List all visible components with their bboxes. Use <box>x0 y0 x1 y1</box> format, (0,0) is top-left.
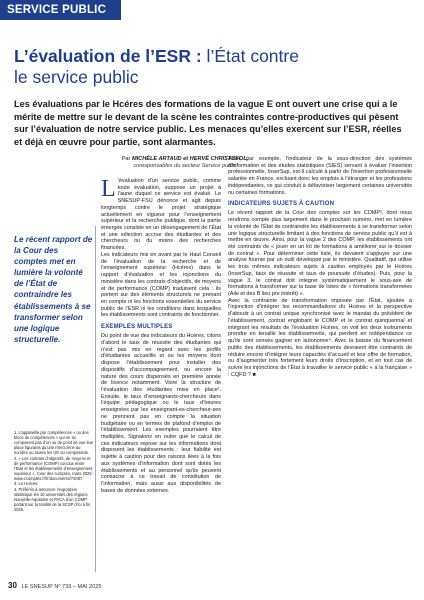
paragraph-text: ’évaluation d’un service public, comme toute évaluation, suppose un projet à l’aune duquel ce service est évalué. Le SNESUP-FSU dénonce et agit depuis longtemps contre le projet stratégique actuellement en vigueur pour l’enseignement supérieur et la recherche publique, dont la partie émergée consiste en un désengagement de l’État et une sélection accrue des étudiantes et des chercheurs ou du moins des recherches financées. <box>101 178 221 252</box>
paragraph: Ainsi, par exemple, l’indicateur de la sous-direction des systèmes d’information et des études statistiques (SIES) servant à évaluer l’insertion professionnelle, InserSup, est-il calculé à partir de l’insertion professionnelle salariée en France, excluant donc les emplois à l’étranger et les professions indépendantes, ce qui conduit à défavoriser largement certaines universités ou certaines formations. <box>228 156 412 196</box>
footer-publication: LE SNESUP Nº 733 – MAI 2025 <box>21 584 102 590</box>
byline-prefix: Par <box>121 156 131 162</box>
paragraph: Du point de vue des indicateurs du Hcéres, citons d’abord le taux de réussite des étudiantes qui n’est pas mis en regard avec les profils d’étudiantes accueillis et ou les moyens dont dispose l’établissement pour installer des dispositifs d’accompagnement, ou encore la nature des cours dispensés en première année de licence notamment. Voire la structure de l’évaluation des étudiantes mise en place¹. Ensuite, le taux d’enseignants-chercheurs dans l’équipe pédagogique ou le taux d’heures enseignées par les enseignant-es-chercheur-ses ne prennent pas en compte la situation budgétaire ou en termes de plafond d’emploi de l’établissement. Les exemples pourraient être multipliés. Signalons en outre que le calcul de ces indicateurs repose sur les informations dont disposent les établissements : leur fiabilité est sujette à caution pour des raisons liées à la fois aux systèmes d’information dont sont dotés les établissements et au personnel qu’ils peuvent consacrer à ce travail de constitution de l’information, mais aussi aux disponibilités de bases de données externes. <box>101 333 221 494</box>
page-footer <box>8 581 101 590</box>
byline-names: MICHÈLE ARTAUD et HERVÉ CHRISTOFOL, <box>131 156 249 162</box>
paragraph: Le récent rapport de la Cour des comptes sur les COMP², dont nous rendrons compte plus largement dans le prochain numéro, met en lumière la volonté de l’État de contraindre les établissements à se transformer selon une logique structurelle limitant à des fonctions de service public qu’il est à mettre en œuvre. Ainsi, pour la vague 2 des COMP, les établissements ont été contraints de « jouer en un lot de formations à améliorer sur le dossier de contrat ». Pour déterminer cette liste, ils devaient s’appuyer sur une analyse fournie par un outil développé par le ministère. Qualitatif, qui utilise les trois mêmes indicateurs sujets à caution employés par le Hcéres (InserSup, taux de réussite et taux de poursuite d’études). Puis, pour la vague 3, le contrat doit intégrer systématiquement le sous-axe de formations à transformer sur la base de listes de « formations transformées (Aile et des B lieu pre intérêt) ». <box>228 210 412 298</box>
byline-role: coresponsables du secteur Service public <box>133 163 237 169</box>
footnotes <box>14 430 94 512</box>
body-column-right <box>228 156 412 378</box>
title-rest-1: l’État contre <box>201 46 299 66</box>
paragraph <box>101 178 221 252</box>
page-number: 30 <box>8 581 17 590</box>
paragraph: Avec la contrainte de transformation imposée par l’État, ajoutée à l’injonction d’intégrer les recommandations du Hcéres et la perspective d’aboutir à un contrat unique synchronisé avec le mandat du président de l’établissement, contrat englobant le COMP et le contrat quinquennal et intégrant les résultats de l’évaluation Hcéres, on voit les deux instruments prendre en tenaille les établissements, qui perdent en indépendance ce qu’ils sont censés gagner en autonomie⁴. Avec la baisse du financement public des établissements, les établissements devraient être contraints de réduire encore d’intégrer leurs capacités d’accueil et leur offre de formation, ou d’augmenter très fortement leurs droits d’inscription, et en tout cas de suivre les injonctions de l’État à travailler le service public « à la française » : CQFD ? ■ <box>228 297 412 378</box>
footnote: 3. Le Hcéres. <box>14 481 39 487</box>
footnote: 1. L’appareille par compétences » ou des blocs de compétences » qui ne se composent pas d’un ou de point de vue leur place figurants qu’une mercurerie au nombre ou toutes les UE ou composants. <box>14 430 94 456</box>
pull-quote: Le récent rapport de la Cour des comptes met en lumière la volonté de l’État de contraindre les établissements à se transformer selon une logique structurelle. <box>14 235 93 344</box>
footnote: 4. Préférés à annoncer l’exposition statistique les 10 universités des régions Nouvelle-Aquitaine et PACA d’un COMP portant sur la totalité de la SCSP d’ici à fin 2025. <box>14 486 91 512</box>
article-title <box>14 46 414 88</box>
section-heading: INDICATEURS SUJETS À CAUTION <box>228 201 335 208</box>
column-divider <box>95 226 96 572</box>
section-banner: SERVICE PUBLIC <box>0 0 121 20</box>
footnote: 2. « Les contrats d’objectifs, de moyens et de performance (COMP) conclus entre l’État et les établissements d’enseignement supérieur », Cour des comptes, mars 2025 : www.ccomptes.fr/fr/documents/74087. <box>14 455 94 481</box>
section-heading: EXEMPLES MULTIPLES <box>101 324 173 331</box>
drop-cap: L <box>101 176 116 202</box>
article-lead: Les évaluations par le Hcéres des formations de la vague E ont ouvert une crise qui a le mérite de mettre sur le devant de la scène les contraintes contre-productives qui pèsent sur l’évaluation de notre service public. Les menaces qu’elles exercent sur l’ESR, réelles et déjà en œuvre pour partie, sont alarmantes. <box>14 99 402 147</box>
paragraph: Les indicateurs mis en avant par le Haut Conseil de l’évaluation de la recherche et de l’enseignement supérieur (Hcéres) dans le rapport d’évaluation et les injonctions du ministère dans les contrats d’objectifs, de moyens et de performance (COMP) traduisent cela : ils portent sur des éléments structurels ne prenant en compte ni les fonctions essentielles du service public de l’ESR ni les conditions dans lesquelles les établissements sont contraints de fonctionner. <box>101 251 221 319</box>
body-column-middle <box>101 178 221 494</box>
title-bold: L’évaluation de l’ESR : <box>14 46 202 66</box>
title-rest-2: le service public <box>14 67 139 87</box>
